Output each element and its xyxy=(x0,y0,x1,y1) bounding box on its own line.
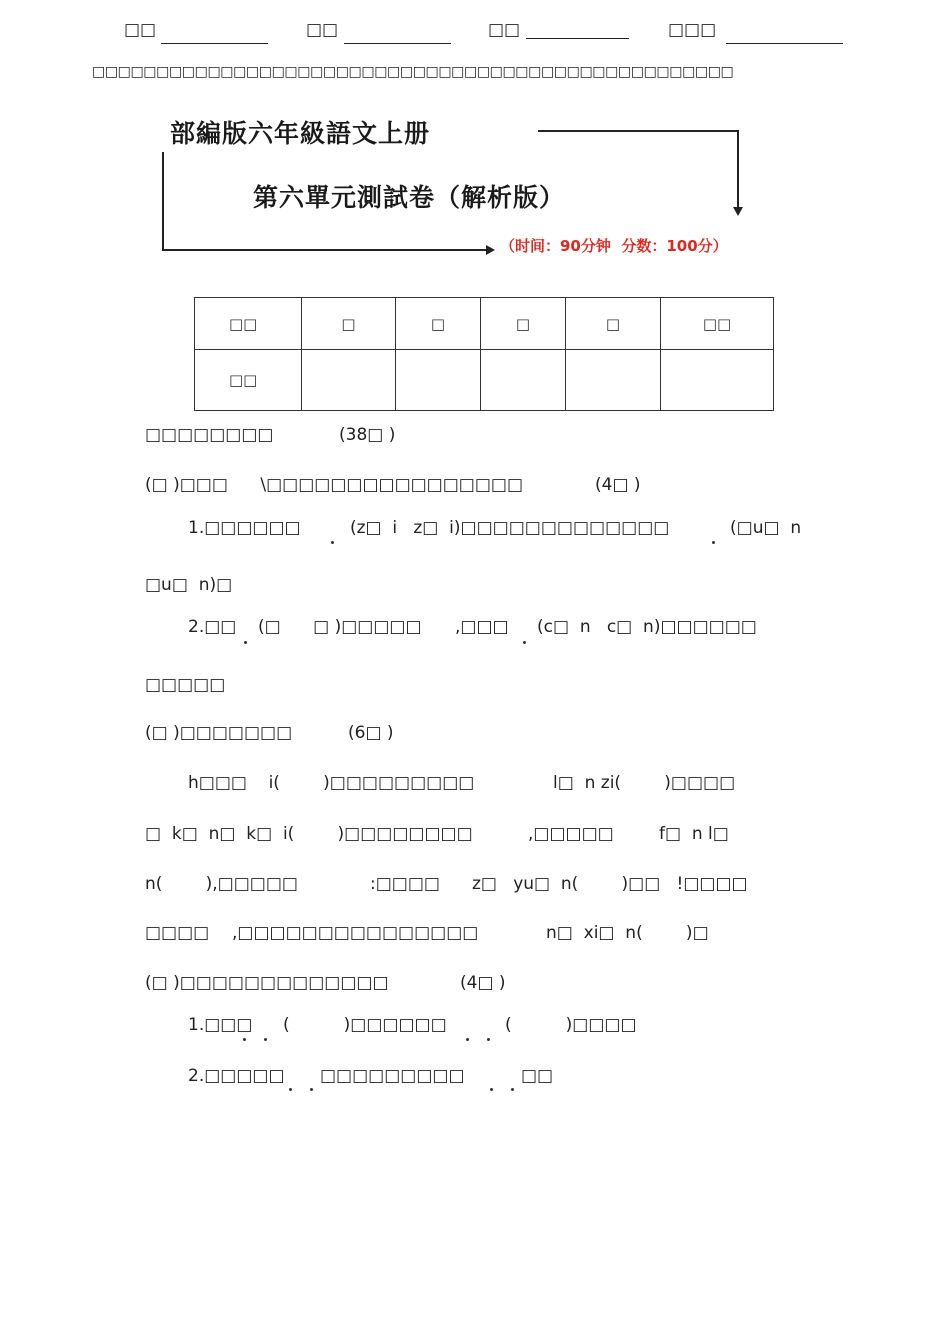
score-input-cell[interactable] xyxy=(302,350,396,411)
question-text: z□ yu□ n( )□□ !□□□□ xyxy=(472,874,748,894)
question-title: (□ )□□□ \□□□□□□□□□□□□□□□□ xyxy=(145,475,524,495)
table-cell: □ xyxy=(566,298,661,350)
section-points: (38□ ) xyxy=(339,425,396,445)
question-title: (□ )□□□□□□□□□□□□□ xyxy=(145,973,389,993)
time-score-note: （时间：90分钟 分数：100分） xyxy=(500,237,728,255)
section-title: □□□□□□□□ xyxy=(145,425,274,445)
table-cell: □ xyxy=(302,298,396,350)
question-text: 1.□□□□□□ xyxy=(188,518,301,538)
table-row xyxy=(195,350,774,411)
emphasis-dot xyxy=(289,1088,292,1091)
emphasis-dot xyxy=(523,641,526,644)
emphasis-dot xyxy=(264,1038,267,1041)
emphasis-dot xyxy=(466,1038,469,1041)
table-cell: □ xyxy=(481,298,566,350)
emphasis-dot xyxy=(244,641,247,644)
question-text: □□□□□□□□□ xyxy=(320,1066,465,1086)
question-text: (c□ n c□ n)□□□□□□ xyxy=(537,617,757,637)
arrow-head xyxy=(733,207,743,216)
question-text: (□u□ n xyxy=(730,518,802,538)
emphasis-dot xyxy=(243,1038,246,1041)
arrow-left-right xyxy=(163,152,490,250)
banner-arrows xyxy=(0,0,950,300)
table-row xyxy=(195,298,774,350)
emphasis-dot xyxy=(331,541,334,544)
question-text: ,□□□□□□□□□□□□□□□ xyxy=(232,923,479,943)
table-cell: □□ xyxy=(195,298,302,350)
question-text: :□□□□ xyxy=(370,874,440,894)
question-text: 2.□□□□□ xyxy=(188,1066,285,1086)
emphasis-dot xyxy=(490,1088,493,1091)
arrow-head xyxy=(486,245,495,255)
field-label: □□ xyxy=(124,20,157,40)
question-text: □□□□ xyxy=(145,923,210,943)
question-text: ,□□□□□ xyxy=(528,824,614,844)
question-points: (4□ ) xyxy=(595,475,641,495)
question-text: □□□□□ xyxy=(145,675,226,695)
question-text: □ k□ n□ k□ i( )□□□□□□□□ xyxy=(145,824,473,844)
question-text: (□ □ )□□□□□ xyxy=(258,617,422,637)
question-text: □u□ n)□ xyxy=(145,575,233,595)
emphasis-dot xyxy=(511,1088,514,1091)
table-cell: □□ xyxy=(661,298,774,350)
field-label: □□ xyxy=(306,20,339,40)
banner-title-line2: 第六單元測試卷（解析版） xyxy=(253,183,566,212)
field-label: □□□ xyxy=(668,20,717,40)
header-note: □□□□□□□□□□□□□□□□□□□□□□□□□□□□□□□□□□□□□□□□□□□□□□□□□□ xyxy=(92,64,734,80)
arrow-right-down xyxy=(538,131,738,211)
question-points: (6□ ) xyxy=(348,723,394,743)
question-text: n□ xi□ n( )□ xyxy=(546,923,709,943)
score-table xyxy=(194,297,774,411)
question-text: 2.□□ xyxy=(188,617,237,637)
question-text: 1.□□□ xyxy=(188,1015,253,1035)
banner-title-line1: 部編版六年級語文上册 xyxy=(170,119,431,148)
score-input-cell[interactable] xyxy=(481,350,566,411)
emphasis-dot xyxy=(487,1038,490,1041)
table-cell: □□ xyxy=(195,350,302,411)
score-input-cell[interactable] xyxy=(396,350,481,411)
emphasis-dot xyxy=(310,1088,313,1091)
field-label: □□ xyxy=(488,20,521,40)
question-text: f□ n l□ xyxy=(659,824,729,844)
question-text: ( )□□□□ xyxy=(505,1015,637,1035)
question-title: (□ )□□□□□□□ xyxy=(145,723,293,743)
question-text: n( ),□□□□□ xyxy=(145,874,298,894)
question-points: (4□ ) xyxy=(460,973,506,993)
question-text: ,□□□ xyxy=(455,617,509,637)
score-input-cell[interactable] xyxy=(566,350,661,411)
table-cell: □ xyxy=(396,298,481,350)
score-input-cell[interactable] xyxy=(661,350,774,411)
question-text: ( )□□□□□□ xyxy=(283,1015,447,1035)
question-text: h□□□ i( )□□□□□□□□□ xyxy=(188,773,475,793)
emphasis-dot xyxy=(712,541,715,544)
question-text: l□ n zi( )□□□□ xyxy=(553,773,736,793)
question-text: (z□ i z□ i)□□□□□□□□□□□□□ xyxy=(350,518,670,538)
question-text: □□ xyxy=(521,1066,554,1086)
